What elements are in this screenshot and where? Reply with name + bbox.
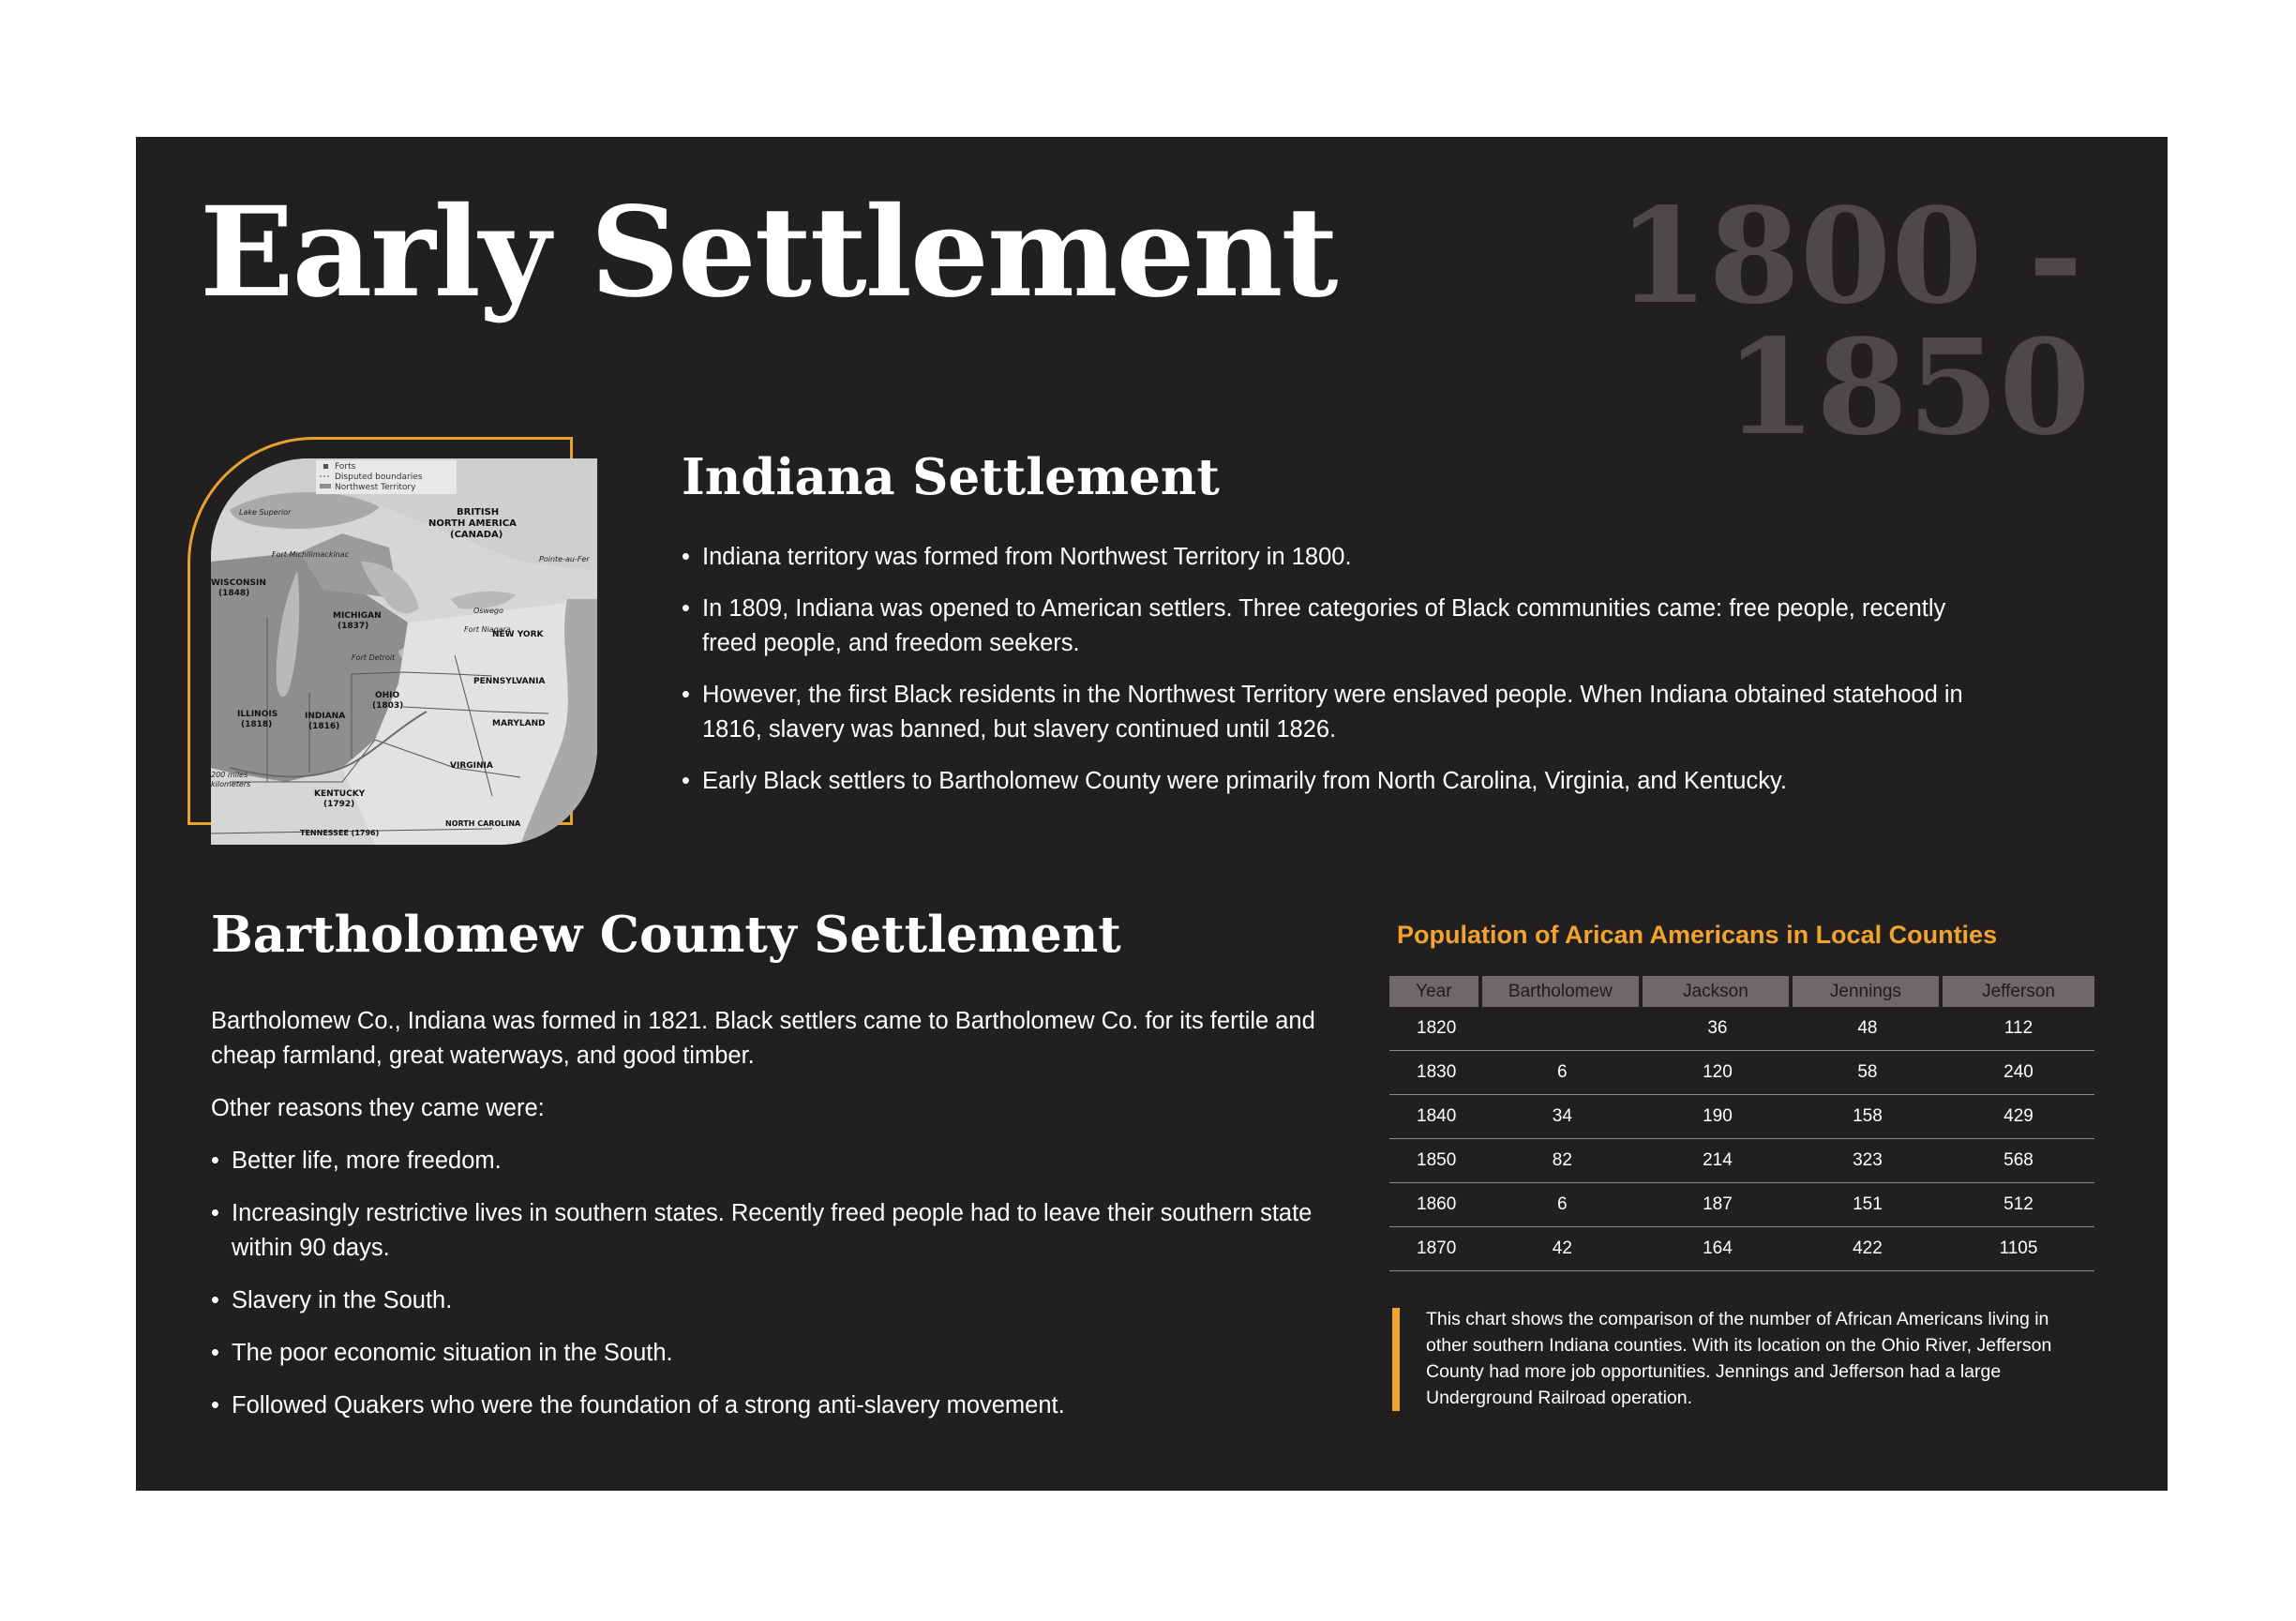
table-cell: 6 [1482, 1051, 1643, 1095]
table-row [1389, 1183, 2094, 1227]
map-label-michigan-year: (1837) [338, 622, 369, 631]
list-item: • Increasingly restrictive lives in southern states. Recently freed people had to leave their southern state within 90 days. [211, 1196, 1336, 1266]
map-label-indiana: INDIANA [305, 712, 346, 721]
map-legend-forts: Forts [335, 462, 356, 472]
map-label-north-america: NORTH AMERICA [428, 518, 517, 529]
map-label-virginia: VIRGINIA [450, 761, 493, 771]
column-header-jefferson: Jefferson [1943, 976, 2094, 1007]
map-label-lake-superior: Lake Superior [239, 508, 292, 517]
column-header-jackson: Jackson [1643, 976, 1793, 1007]
population-table-title: Population of Arican Americans in Local Counties [1397, 921, 1998, 949]
table-cell-year: 1830 [1389, 1051, 1482, 1095]
map-label-north-carolina: NORTH CAROLINA [445, 819, 521, 828]
page-title: Early Settlement [200, 180, 1337, 325]
list-item: • Indiana territory was formed from Northwest Territory in 1800. [682, 540, 1994, 575]
map-label-kentucky-year: (1792) [323, 800, 355, 809]
table-cell: 214 [1643, 1139, 1793, 1183]
indiana-bullet-list [682, 540, 1994, 816]
note-accent-bar [1392, 1308, 1400, 1411]
map-legend-northwest: Northwest Territory [335, 483, 416, 492]
table-cell: 240 [1943, 1051, 2094, 1095]
table-row [1389, 1095, 2094, 1139]
table-cell: 512 [1943, 1183, 2094, 1227]
list-item: • Better life, more freedom. [211, 1144, 1336, 1178]
table-row [1389, 1007, 2094, 1051]
table-cell: 429 [1943, 1095, 2094, 1139]
map-label-ohio-year: (1803) [372, 701, 404, 711]
table-cell: 164 [1643, 1227, 1793, 1271]
table-row [1389, 1051, 2094, 1095]
table-cell: 82 [1482, 1139, 1643, 1183]
bartholomew-intro-text: Bartholomew Co., Indiana was formed in 1821. Black settlers came to Bartholomew Co. for its fertile and cheap farmland, great waterways, and good timber. [211, 1008, 1315, 1069]
map-label-maryland: MARYLAND [492, 719, 546, 728]
other-reasons-text: Other reasons they came were: [211, 1095, 545, 1121]
population-table [1389, 976, 2094, 1271]
table-cell: 36 [1643, 1007, 1793, 1051]
table-cell: 48 [1793, 1007, 1943, 1051]
table-cell [1482, 1007, 1643, 1051]
table-cell: 323 [1793, 1139, 1943, 1183]
map-label-ohio: OHIO [375, 691, 400, 700]
table-cell: 422 [1793, 1227, 1943, 1271]
list-item: • Slavery in the South. [211, 1283, 1336, 1318]
table-cell: 151 [1793, 1183, 1943, 1227]
table-header-row [1389, 976, 2094, 1007]
table-cell: 42 [1482, 1227, 1643, 1271]
map-legend-disputed: Disputed boundaries [335, 473, 423, 482]
table-cell-year: 1840 [1389, 1095, 1482, 1139]
map-label-tennessee: TENNESSEE (1796) [300, 829, 380, 837]
table-cell: 1105 [1943, 1227, 2094, 1271]
map-label-canada: (CANADA) [450, 530, 503, 540]
map-label-pennsylvania: PENNSYLVANIA [473, 677, 546, 686]
map-label-kentucky: KENTUCKY [314, 789, 366, 799]
table-cell: 120 [1643, 1051, 1793, 1095]
historical-map-image [211, 458, 597, 845]
table-cell-year: 1820 [1389, 1007, 1482, 1051]
map-label-indiana-year: (1816) [308, 722, 340, 731]
table-cell: 6 [1482, 1183, 1643, 1227]
table-row [1389, 1227, 2094, 1271]
map-label-oswego: Oswego [473, 607, 503, 615]
table-cell: 112 [1943, 1007, 2094, 1051]
column-header-jennings: Jennings [1793, 976, 1943, 1007]
table-cell: 34 [1482, 1095, 1643, 1139]
table-cell: 158 [1793, 1095, 1943, 1139]
year-start: 1800 - [1617, 180, 2083, 334]
bartholomew-bullet-list [211, 1144, 1336, 1441]
list-item: • The poor economic situation in the South. [211, 1336, 1336, 1371]
list-item: • Followed Quakers who were the foundation of a strong anti-slavery movement. [211, 1388, 1336, 1423]
map-label-michigan: MICHIGAN [333, 611, 382, 621]
map-label-illinois-year: (1818) [241, 720, 273, 729]
map-label-fort-niagara: Fort Niagara [464, 625, 511, 634]
table-cell-year: 1870 [1389, 1227, 1482, 1271]
table-cell-year: 1850 [1389, 1139, 1482, 1183]
table-row [1389, 1139, 2094, 1183]
map-label-fort-detroit: Fort Detroit [352, 653, 396, 662]
exhibit-panel [136, 137, 2168, 1491]
list-item: • In 1809, Indiana was opened to American settlers. Three categories of Black communities came: free people, recently freed people, and freedom seekers. [682, 592, 1994, 661]
table-cell-year: 1860 [1389, 1183, 1482, 1227]
map-label-scale-miles: 200 miles [211, 771, 248, 779]
table-cell: 568 [1943, 1139, 2094, 1183]
map-label-scale-km: kilometers [211, 780, 251, 788]
table-note-text: This chart shows the comparison of the number of African Americans living in other southern Indiana counties. With its location on the Ohio River, Jefferson County had more job opportunities. Jennings and Jefferson had a large Underground Railroad operation. [1426, 1309, 2052, 1408]
map-label-wisconsin-year: (1848) [218, 589, 250, 598]
map-label-pointe-au-fer: Pointe-au-Fer [539, 555, 590, 563]
map-label-illinois: ILLINOIS [237, 710, 278, 719]
indiana-settlement-heading: Indiana Settlement [682, 448, 1220, 506]
table-cell: 58 [1793, 1051, 1943, 1095]
map-label-new-york: NEW YORK [492, 630, 544, 639]
column-header-bartholomew: Bartholomew [1482, 976, 1643, 1007]
map-label-british: BRITISH [457, 507, 500, 518]
year-end: 1850 [1725, 311, 2091, 465]
table-cell: 190 [1643, 1095, 1793, 1139]
column-header-year: Year [1389, 976, 1482, 1007]
bartholomew-settlement-heading: Bartholomew County Settlement [211, 906, 1121, 964]
map-label-michilimackinac: Fort Michilimackinac [272, 550, 350, 559]
map-label-wisconsin: WISCONSIN [211, 578, 266, 588]
list-item: • Early Black settlers to Bartholomew County were primarily from North Carolina, Virginia, and Kentucky. [682, 764, 1994, 799]
table-cell: 187 [1643, 1183, 1793, 1227]
list-item: • However, the first Black residents in the Northwest Territory were enslaved people. When Indiana obtained statehood in 1816, slavery was banned, but slavery continued until 1826. [682, 678, 1994, 747]
